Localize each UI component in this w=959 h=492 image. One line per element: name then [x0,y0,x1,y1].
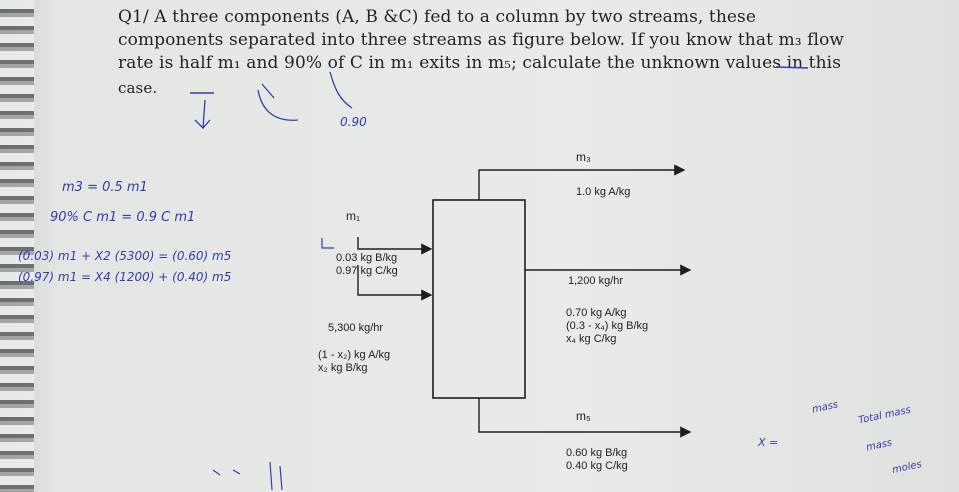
question-line-4: case. [118,79,158,97]
hand-curve [258,90,298,120]
hand-note-moles: moles [891,459,923,476]
stream-m3-label: m₃ [576,150,591,164]
column-vessel [433,200,525,398]
question-line-1: Q1/ A three components (A, B &C) fed to a column by two streams, these [118,7,757,27]
stream-feed2-flow: 5,300 kg/hr [328,322,384,334]
stream-m1-comp-c: 0.97 kg C/kg [336,265,398,277]
hand-c-relation: 90% C m1 = 0.9 C m1 [50,210,196,225]
hand-note-mass: mass [811,399,840,416]
hand-arrow-1 [195,100,210,128]
stream-feed2-comp-a: (1 - x₂) kg A/kg [318,349,391,361]
underline-m3 [776,67,808,68]
underline-c [330,72,352,108]
stream-m5-comp-b: 0.60 kg B/kg [566,447,628,459]
stream-mid-comp-b: (0.3 - x₄) kg B/kg [566,320,649,332]
stream-m5-comp-c: 0.40 kg C/kg [566,460,628,472]
hand-m3-relation: m3 = 0.5 m1 [62,180,148,195]
hand-scribble-1 [213,462,282,490]
hand-margin-value: 0.90 [340,115,367,129]
hand-tick-1 [262,84,274,98]
stream-mid-flow: 1,200 kg/hr [568,275,624,287]
question-line-3: rate is half m₁ and 90% of C in m₁ exits in m₅; calculate the unknown values in this [118,53,842,73]
hand-equation-2: (0.97) m1 = X4 (1200) + (0.40) m5 [18,270,232,284]
stream-m5-label: m₅ [576,409,591,423]
stream-mid-comp-c: x₄ kg C/kg [566,333,617,345]
hand-x-equals: X = [758,436,779,449]
stream-m1-comp-b: 0.03 kg B/kg [336,252,398,264]
hand-box [322,238,334,248]
question-line-2: components separated into three streams as figure below. If you know that m₃ flow [118,30,845,50]
stream-mid-comp-a: 0.70 kg A/kg [566,307,627,319]
hand-note-mass-2: mass [865,437,894,454]
stream-feed2-comp-b: x₂ kg B/kg [318,362,368,374]
stream-m3-comp-a: 1.0 kg A/kg [576,186,631,198]
hand-note-total-mass: Total mass [857,404,912,427]
stream-m1-label: m₁ [346,209,361,223]
hand-equation-1: (0.03) m1 + X2 (5300) = (0.60) m5 [18,249,232,263]
stream-m1-line [358,237,431,249]
